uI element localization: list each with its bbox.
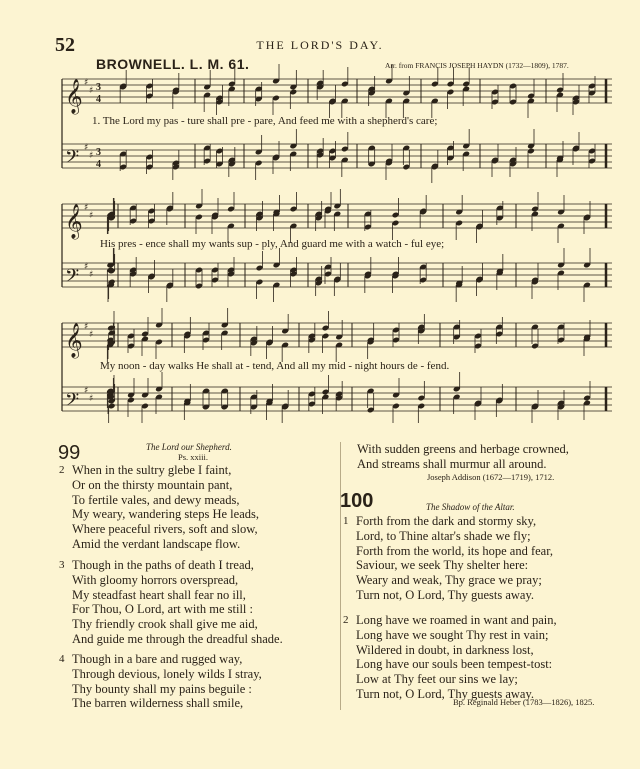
key-sharp: ♯ (89, 151, 94, 161)
treble-clef: 𝄞 (65, 204, 83, 239)
key-sharp: ♯ (89, 270, 94, 280)
time-signature: 4 (96, 159, 101, 170)
hymn-99-title: The Lord our Shepherd. (146, 442, 232, 452)
hymn-100-attribution: Bp. Reginald Heber (1783—1826), 1825. (453, 697, 595, 707)
time-signature: 3 (96, 147, 101, 158)
treble-clef: 𝄞 (65, 323, 83, 358)
verse-line: With sudden greens and herbage crowned, (357, 442, 569, 456)
verse-line: Through devious, lonely wilds I stray, (72, 666, 262, 681)
hymn-100-title: The Shadow of the Altar. (426, 502, 515, 512)
key-sharp: ♯ (89, 211, 94, 221)
hymn-100-number: 100 (340, 490, 374, 512)
verse-line: Saviour, we seek Thy shelter here: (356, 558, 529, 573)
time-signature: 4 (96, 94, 101, 105)
verse-line: Or on the thirsty mountain pant, (72, 477, 233, 492)
verse-line: For Thou, O Lord, art with me still : (72, 602, 254, 617)
verse-line: And guide me through the dreadful shade. (72, 631, 283, 646)
bass-clef: 𝄢 (65, 147, 80, 172)
verse-line: The barren wilderness shall smile, (72, 696, 244, 711)
bass-clef: 𝄢 (65, 266, 80, 291)
verse-line: My steadfast heart shall fear no ill, (72, 587, 246, 602)
verse-line: Where peaceful rivers, soft and slow, (72, 522, 258, 537)
hymn-99-attribution: Joseph Addison (1672—1719), 1712. (427, 472, 555, 482)
hymn-100-verse-2 (343, 613, 557, 702)
verse-line: Thy bounty shall my pains beguile : (72, 681, 252, 696)
verse-number: 4 (59, 653, 65, 665)
verse-line: My weary, wandering steps He leads, (72, 507, 259, 522)
verse-line: Though in the paths of death I tread, (72, 558, 254, 572)
verse-line: Turn not, O Lord, Thy guests away. (356, 587, 535, 602)
tune-arrangement: Arr. from FRANCIS JOSEPH HAYDN (1732—1809), 1787. (385, 61, 569, 70)
verse-line: Though in a bare and rugged way, (72, 652, 243, 666)
verse-line: Wildered in doubt, in darkness lost, (356, 642, 534, 657)
running-head: THE LORD'S DAY. (256, 38, 384, 52)
verse-line: Low at Thy feet our sins we lay; (356, 672, 518, 687)
key-sharp: ♯ (84, 322, 89, 332)
hymn-100-verse-1 (343, 514, 554, 603)
verse-line: Weary and weak, Thy grace we pray; (356, 573, 542, 588)
verse-line: Forth from the world, its hope and fear, (356, 543, 554, 558)
key-sharp: ♯ (84, 78, 89, 88)
hymn-99-verse-4-continued (357, 442, 569, 472)
verse-line: Long have we sought Thy rest in vain; (356, 627, 549, 642)
verse-number: 3 (59, 559, 65, 571)
verse-number: 1 (343, 515, 349, 527)
hymn-99-verse-3 (59, 558, 283, 647)
verse-line: Forth from the dark and stormy sky, (356, 514, 537, 528)
verse-line: Lord, to Thine altar's shade we fly; (356, 528, 531, 543)
verse-line: Thy friendly crook shall give me aid, (72, 617, 258, 632)
verse-line: Amid the verdant landscape flow. (72, 536, 241, 551)
key-sharp: ♯ (84, 386, 89, 396)
verse-line: And streams shall murmur all around. (357, 456, 547, 471)
hymn-99-verse-4 (59, 652, 262, 711)
verse-number: 2 (343, 614, 349, 626)
verse-line: Long have we roamed in want and pain, (356, 613, 557, 627)
hymn-99-number: 99 (58, 442, 81, 464)
key-sharp: ♯ (89, 86, 94, 96)
verse-line: To fertile vales, and dewy meads, (72, 492, 240, 507)
tune-title: BROWNELL. L. M. 61. (96, 56, 250, 72)
page-number: 52 (55, 34, 75, 56)
verse-line: When in the sultry glebe I faint, (72, 463, 232, 477)
key-sharp: ♯ (84, 203, 89, 213)
verse-line: Long have our souls been tempest-tost: (356, 657, 553, 672)
treble-clef: 𝄞 (65, 79, 83, 114)
column-divider (340, 442, 341, 710)
verse-line: Turn not, O Lord, Thy guests away. (356, 686, 535, 701)
key-sharp: ♯ (84, 262, 89, 272)
time-signature: 3 (96, 82, 101, 93)
lyric-line-1: 1. The Lord my pas - ture shall pre - pare, And feed me with a shepherd's care; (92, 115, 438, 127)
hymn-99-source: Ps. xxiii. (178, 452, 208, 462)
verse-line: With gloomy horrors overspread, (72, 572, 239, 587)
key-sharp: ♯ (84, 143, 89, 153)
verse-number: 2 (59, 464, 65, 476)
bass-clef: 𝄢 (65, 390, 80, 415)
key-sharp: ♯ (89, 394, 94, 404)
lyric-line-3: My noon - day walks He shall at - tend, And all my mid - night hours de - fend. (100, 360, 450, 372)
hymn-99-verse-2 (59, 463, 259, 552)
key-sharp: ♯ (89, 330, 94, 340)
lyric-line-2: His pres - ence shall my wants sup - ply, And guard me with a watch - ful eye; (100, 238, 445, 250)
